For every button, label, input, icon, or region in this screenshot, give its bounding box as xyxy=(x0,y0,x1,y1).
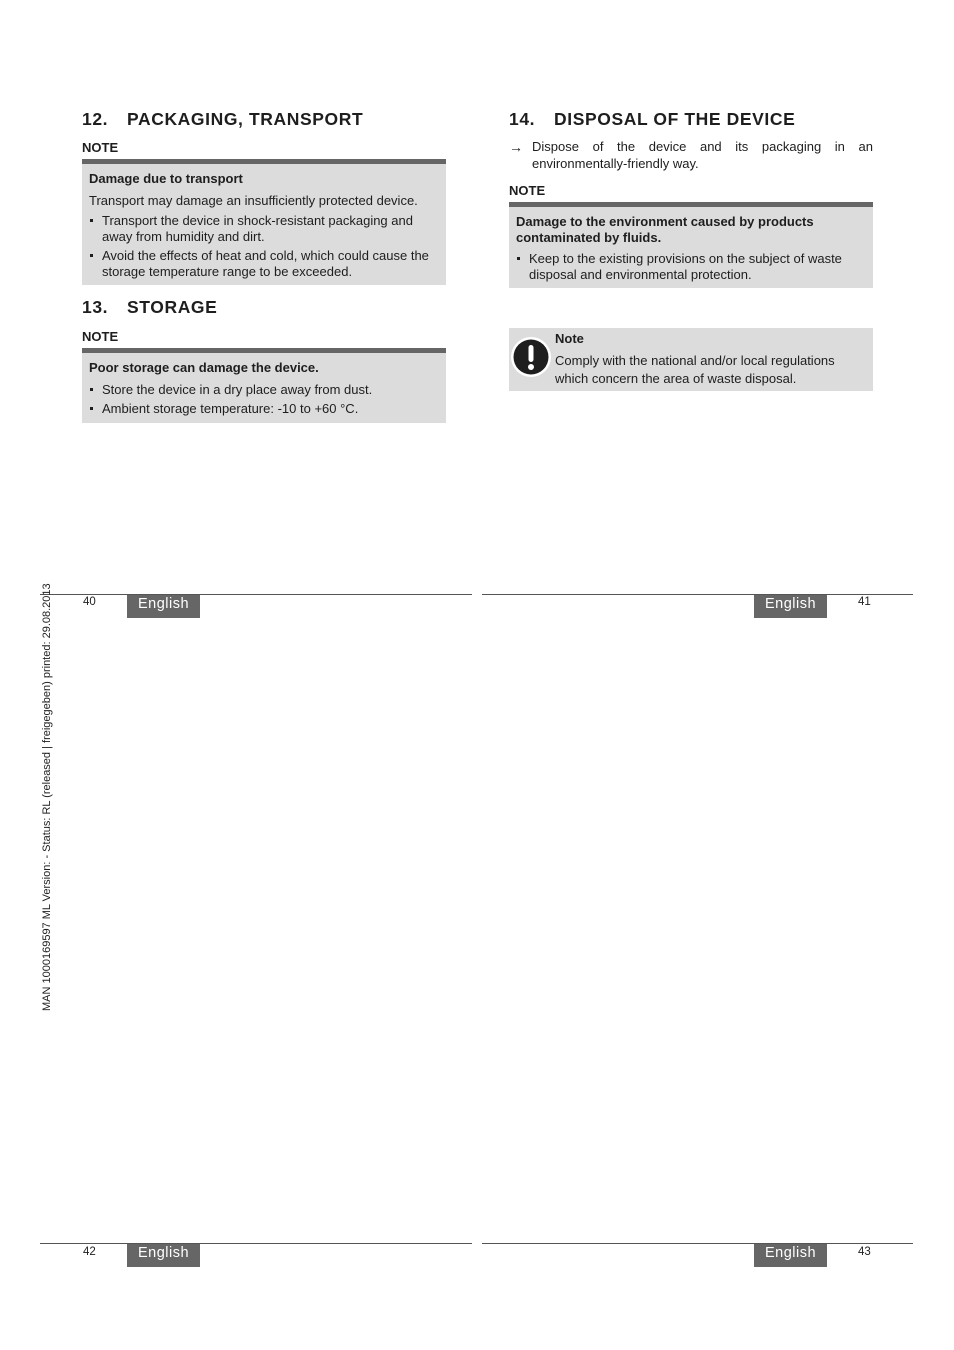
info-note-text: Comply with the national and/or local regulations which concern the area of waste disposal. xyxy=(555,353,835,386)
note-box-transport xyxy=(82,159,446,285)
language-tab: English xyxy=(754,1244,827,1267)
info-note-box xyxy=(509,328,873,391)
section-12-heading xyxy=(82,108,446,130)
section-13-number: 13. xyxy=(82,297,109,317)
info-note-title: Note xyxy=(555,331,584,346)
note-bullet: Keep to the existing provisions on the subject of waste disposal and environmental protection. xyxy=(516,251,865,282)
exclamation-icon xyxy=(509,335,553,379)
note-bullet: Store the device in a dry place away from dust. xyxy=(89,382,438,398)
note-label: NOTE xyxy=(82,329,119,344)
page-number: 40 xyxy=(83,596,96,608)
note-box-text: Transport may damage an insufficiently protected device. xyxy=(89,192,418,208)
language-tab: English xyxy=(754,595,827,618)
note-bullet-list xyxy=(89,213,438,279)
instruction-item xyxy=(509,139,873,172)
section-12-title: PACKAGING, TRANSPORT xyxy=(127,109,364,129)
document-status-sidebar: MAN 1000169597 ML Version: - Status: RL (released | freigegeben) printed: 29.08.2013 xyxy=(41,583,53,1011)
language-tab: English xyxy=(127,1244,200,1267)
page-number: 42 xyxy=(83,1246,96,1258)
note-box-environment xyxy=(509,202,873,288)
note-bullet: Avoid the effects of heat and cold, which could cause the storage temperature range to be exceeded. xyxy=(89,248,438,279)
note-box-title: Damage to the environment caused by products contaminated by fluids. xyxy=(516,214,814,245)
note-box-storage xyxy=(82,348,446,423)
note-bullet: Ambient storage temperature: -10 to +60 °C. xyxy=(89,401,438,417)
right-column xyxy=(509,108,873,391)
note-box-title: Poor storage can damage the device. xyxy=(89,360,319,375)
footer-rule xyxy=(482,1243,913,1244)
note-label: NOTE xyxy=(82,140,119,155)
page-number: 43 xyxy=(858,1246,871,1258)
section-14-title: DISPOSAL OF THE DEVICE xyxy=(554,109,796,129)
footer-rule xyxy=(482,594,913,595)
note-box-title: Damage due to transport xyxy=(89,171,243,186)
note-bullet-list xyxy=(516,251,865,282)
note-bullet-list xyxy=(89,382,438,417)
left-column xyxy=(82,108,446,423)
section-14-number: 14. xyxy=(509,109,536,129)
page-number: 41 xyxy=(858,596,871,608)
arrow-right-icon: → xyxy=(509,139,523,155)
section-13-heading xyxy=(82,296,446,318)
footer-rule xyxy=(40,1243,472,1244)
footer-rule xyxy=(40,594,472,595)
note-label: NOTE xyxy=(509,183,546,198)
section-13-title: STORAGE xyxy=(127,297,218,317)
section-14-heading xyxy=(509,108,873,130)
note-bullet: Transport the device in shock-resistant packaging and away from humidity and dirt. xyxy=(89,213,438,244)
language-tab: English xyxy=(127,595,200,618)
instruction-text: Dispose of the device and its packaging in an environmentally-friendly way. xyxy=(532,139,873,171)
section-12-number: 12. xyxy=(82,109,109,129)
